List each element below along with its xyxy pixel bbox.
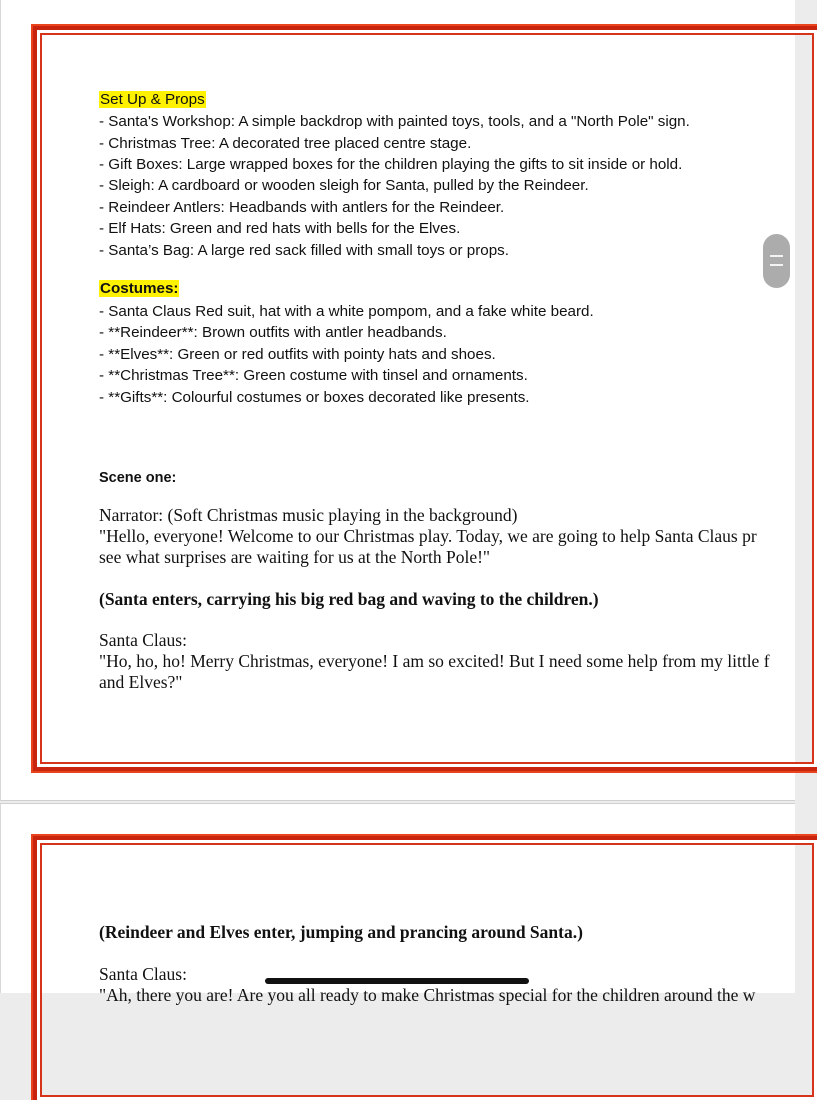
santa-label: Santa Claus: (99, 630, 187, 650)
santa-line: "Ah, there you are! Are you all ready to make Christmas special for the children around the w (99, 985, 756, 1005)
document-page-1: Set Up & Props - Santa's Workshop: A simple backdrop with painted toys, tools, and a "North Pole" sign. - Christmas Tree: A decorated tree placed centre stage. - Gift Boxes: Large wrapped boxes for the children playing the gifts to sit inside or hold. - Sleigh: A cardboard or wooden sleigh for Santa, pulled by the Reindeer. - Reindeer Antlers: Headbands with antlers for the Reindeer. - Elf Hats: Green and red hats with bells for the Elves. - Santa’s Bag: A large red sack filled with small toys or props. Costumes: - Santa Claus Red suit, hat with a white pompom, and a fake white beard. - **Reindeer**: Brown outfits with antler headbands. - **Elves**: Green or red outfits with pointy hats and shoes. - **Christmas Tree**: Green costume with tinsel and ornaments. - **Gifts**: Colourful costumes or boxes decorated like presents. Scene one: Narrator: (Soft Christmas music playing in the background) "Hello, everyone! Welcome to our Christmas play. Today, we are going to help Santa Claus pr see what surprises are waiting for us at the North Pole!" (Santa enters, carrying his big red bag and waving to the children.) Santa Claus: "Ho, ho, ho! Merry Christmas, everyone! I am so excited! But I need some help from my little f and Elves?" (0, 0, 795, 801)
costume-item: - **Christmas Tree**: Green costume with tinsel and ornaments. (99, 367, 528, 384)
setup-item: - Gift Boxes: Large wrapped boxes for the children playing the gifts to sit inside or hold. (99, 156, 683, 173)
narrator-label: Narrator: (Soft Christmas music playing in the background) (99, 505, 518, 525)
narrator-line: see what surprises are waiting for us at the North Pole!" (99, 547, 491, 567)
costume-item: - **Elves**: Green or red outfits with pointy hats and shoes. (99, 346, 496, 363)
narrator-line: "Hello, everyone! Welcome to our Christmas play. Today, we are going to help Santa Claus pr (99, 526, 757, 546)
santa-label: Santa Claus: (99, 964, 187, 984)
setup-item: - Sleigh: A cardboard or wooden sleigh for Santa, pulled by the Reindeer. (99, 177, 589, 194)
document-page-2 (0, 803, 795, 1005)
stage-direction: (Santa enters, carrying his big red bag and waving to the children.) (99, 589, 599, 609)
home-indicator[interactable] (265, 978, 529, 984)
grip-icon (770, 264, 783, 266)
setup-item: - Santa’s Bag: A large red sack filled with small toys or props. (99, 242, 509, 259)
setup-item: - Reindeer Antlers: Headbands with antlers for the Reindeer. (99, 199, 505, 216)
costume-item: - **Gifts**: Colourful costumes or boxes decorated like presents. (99, 389, 530, 406)
costume-item: - Santa Claus Red suit, hat with a white pompom, and a fake white beard. (99, 303, 594, 320)
scroll-handle[interactable] (763, 234, 790, 288)
stage-direction: (Reindeer and Elves enter, jumping and prancing around Santa.) (99, 922, 583, 942)
costumes-heading: Costumes: (100, 280, 179, 297)
santa-line: "Ho, ho, ho! Merry Christmas, everyone! I am so excited! But I need some help from my little f (99, 651, 770, 671)
santa-line: and Elves?" (99, 672, 183, 692)
setup-item: - Christmas Tree: A decorated tree placed centre stage. (99, 135, 472, 152)
grip-icon (770, 255, 783, 257)
setup-heading: Set Up & Props (100, 91, 205, 108)
setup-item: - Elf Hats: Green and red hats with bells for the Elves. (99, 220, 461, 237)
setup-item: - Santa's Workshop: A simple backdrop with painted toys, tools, and a "North Pole" sign. (99, 113, 690, 130)
costume-item: - **Reindeer**: Brown outfits with antler headbands. (99, 324, 447, 341)
